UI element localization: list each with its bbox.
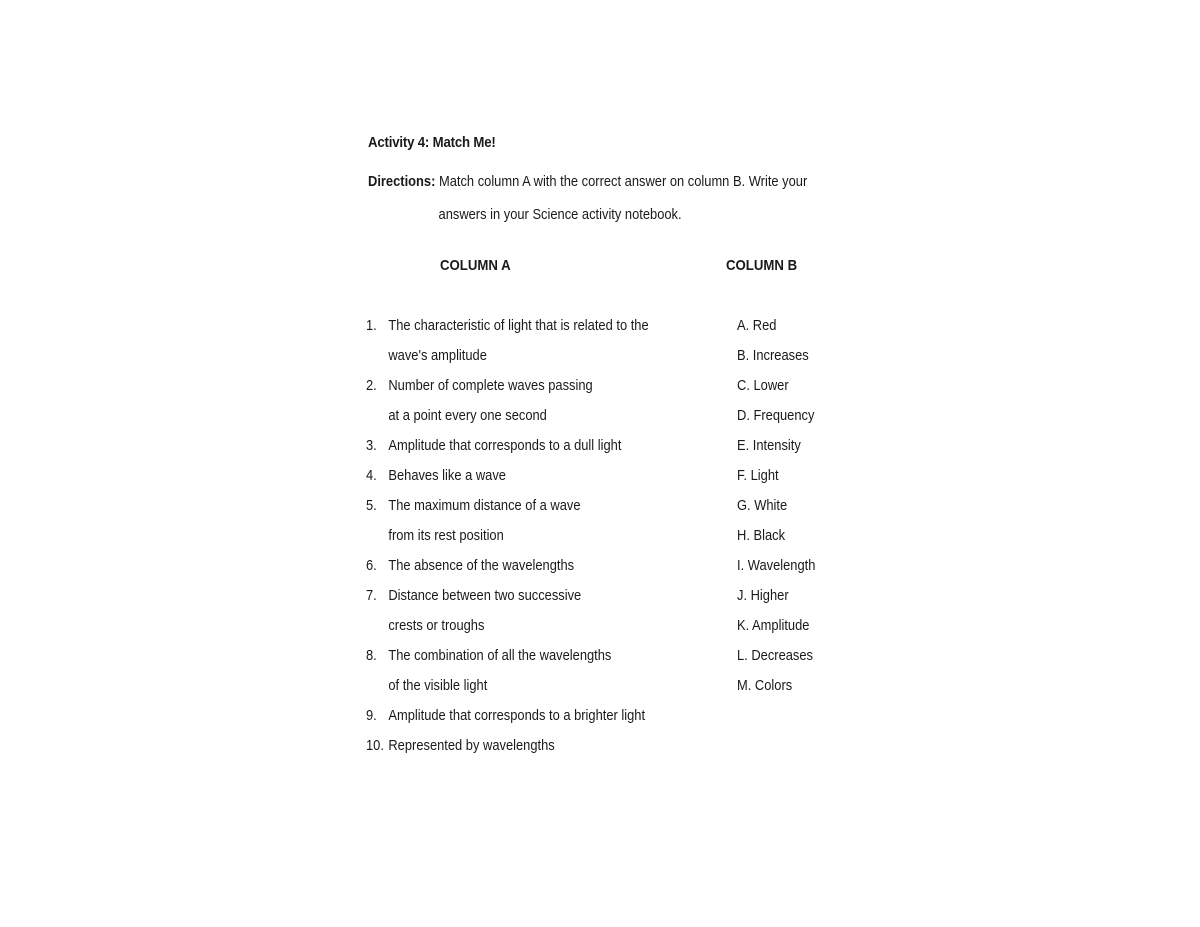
column-a-line [366, 346, 649, 376]
item-text: Behaves like a wave [388, 467, 506, 484]
item-text: Amplitude that corresponds to a dull light [388, 437, 622, 454]
item-number [366, 406, 388, 436]
column-a-header: COLUMN A [440, 257, 511, 274]
item-text: Represented by wavelengths [388, 737, 555, 754]
item-text: crests or troughs [388, 617, 485, 634]
column-b-item: A. Red [737, 317, 777, 334]
column-b-item: K. Amplitude [737, 617, 810, 634]
column-b-item: L. Decreases [737, 647, 814, 664]
item-number: 3. [366, 437, 377, 454]
column-a-line [366, 496, 649, 526]
item-number: 9. [366, 707, 377, 724]
item-number [366, 616, 388, 646]
column-b-item: J. Higher [737, 587, 789, 604]
column-a-list [366, 316, 649, 766]
column-b-item: M. Colors [737, 677, 793, 694]
column-b-item: G. White [737, 497, 788, 514]
item-text: Distance between two successive [388, 587, 582, 604]
item-number [366, 526, 388, 556]
item-text: The absence of the wavelengths [388, 557, 575, 574]
item-text: The maximum distance of a wave [388, 497, 581, 514]
activity-title: Activity 4: Match Me! [368, 134, 496, 151]
item-number: 7. [366, 587, 377, 604]
item-number [366, 676, 388, 706]
column-a-line [366, 406, 649, 436]
column-a-line [366, 676, 649, 706]
column-b-item: C. Lower [737, 377, 789, 394]
column-a-line [366, 586, 649, 616]
item-number: 2. [366, 377, 377, 394]
column-a-line [366, 616, 649, 646]
item-text: The characteristic of light that is related to the [388, 317, 649, 334]
column-b-header: COLUMN B [726, 257, 798, 274]
item-text: at a point every one second [388, 407, 547, 424]
column-b-item: D. Frequency [737, 407, 815, 424]
column-b-item: B. Increases [737, 347, 809, 364]
item-number: 1. [366, 317, 377, 334]
item-number: 8. [366, 647, 377, 664]
column-a-line [366, 466, 649, 496]
directions-text-line2: answers in your Science activity notebook. [438, 206, 682, 223]
item-number: 5. [366, 497, 377, 514]
column-a-line [366, 706, 649, 736]
item-text: Amplitude that corresponds to a brighter light [388, 707, 646, 724]
column-a-line [366, 526, 649, 556]
column-a-line [366, 376, 649, 406]
item-number [366, 346, 388, 376]
column-b-item: E. Intensity [737, 437, 801, 454]
column-b-item: F. Light [737, 467, 779, 484]
item-number: 6. [366, 557, 377, 574]
column-a-line [366, 736, 649, 766]
column-a-line [366, 316, 649, 346]
column-b-list [737, 316, 815, 706]
column-a-line [366, 436, 649, 466]
column-a-line [366, 646, 649, 676]
item-number: 10. [366, 737, 384, 754]
item-text: Number of complete waves passing [388, 377, 593, 394]
directions-label: Directions: [368, 173, 436, 190]
directions-text-line1: Match column A with the correct answer on column B. Write your [438, 173, 808, 190]
item-number: 4. [366, 467, 377, 484]
column-b-item: H. Black [737, 527, 786, 544]
item-text: from its rest position [388, 527, 504, 544]
column-b-item: I. Wavelength [737, 557, 816, 574]
directions [368, 165, 807, 231]
item-text: The combination of all the wavelengths [388, 647, 612, 664]
item-text: wave's amplitude [388, 347, 487, 364]
item-text: of the visible light [388, 677, 488, 694]
column-a-line [366, 556, 649, 586]
